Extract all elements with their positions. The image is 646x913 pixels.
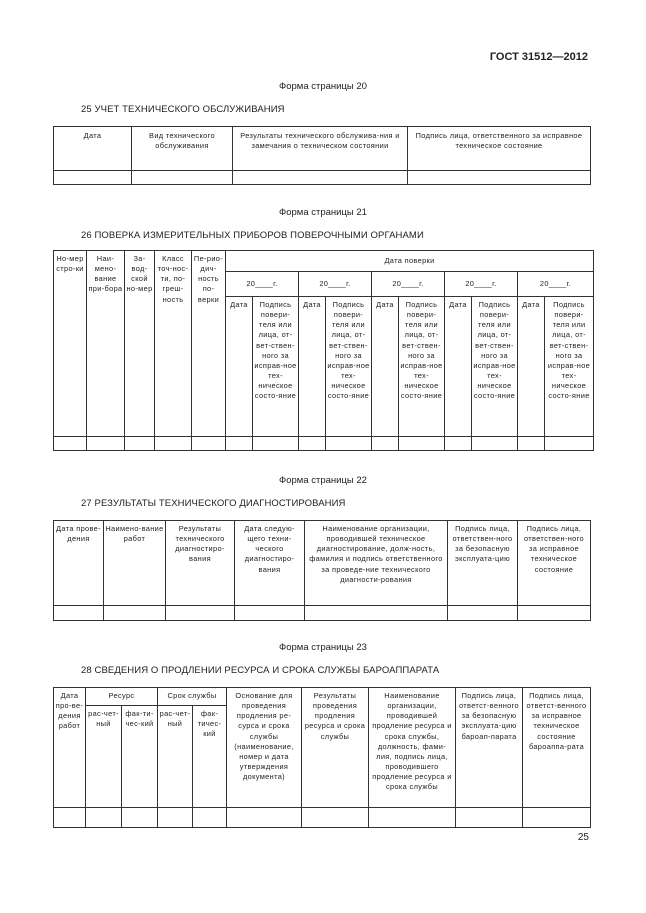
section-title-25: 25 УЧЕТ ТЕХНИЧЕСКОГО ОБСЛУЖИВАНИЯ (81, 104, 285, 115)
section-title-26: 26 ПОВЕРКА ИЗМЕРИТЕЛЬНЫХ ПРИБОРОВ ПОВЕРОЧНЫМИ ОРГАНАМИ (81, 230, 424, 241)
col-header: Наимено-вание работ (104, 521, 166, 606)
empty-cell (86, 808, 122, 828)
empty-cell (132, 171, 233, 185)
form-label-21: Форма страницы 21 (279, 207, 367, 218)
sub-date-header: Дата (372, 297, 399, 437)
empty-cell (408, 171, 591, 185)
col-header: Наименование организации, проводившей продление ресурса и срока службы, должность, фами-лия, подпись лица, проводившего продление ресурса и срока службы (369, 688, 456, 808)
empty-cell (545, 437, 594, 451)
empty-cell (226, 437, 253, 451)
empty-cell (445, 437, 472, 451)
empty-cell (233, 171, 408, 185)
form-label-20: Форма страницы 20 (279, 81, 367, 92)
col-header: Подпись лица, ответственного за исправное техническое состояние (408, 127, 591, 171)
sub-header-calc: рас-чет-ный (86, 706, 122, 808)
empty-cell (518, 606, 591, 621)
sub-date-header: Дата (226, 297, 253, 437)
group-header-resource: Ресурс (86, 688, 158, 706)
col-header: Подпись лица, ответст-венного за исправное техническое состояние бароаппа-рата (523, 688, 591, 808)
col-header: Подпись лица, ответст-венного за безопасную эксплуата-цию бароап-парата (456, 688, 523, 808)
sub-header-calc: рас-чет-ный (158, 706, 193, 808)
year-header: 20____г. (372, 272, 445, 297)
page-number: 25 (577, 832, 589, 843)
col-header: Подпись лица, ответствен-ного за исправное техническое состояние (518, 521, 591, 606)
table-maintenance (53, 126, 591, 185)
col-header: Пе-рио-дич-ность по-верки (192, 251, 226, 437)
empty-cell (87, 437, 125, 451)
col-header: Дата про-ве-дения работ (54, 688, 86, 808)
year-header: 20____г. (299, 272, 372, 297)
col-header: Вид технического обслуживания (132, 127, 233, 171)
sub-header-actual: фак-тичес-кий (193, 706, 227, 808)
year-header: 20____г. (226, 272, 299, 297)
empty-cell (302, 808, 369, 828)
year-header: 20____г. (518, 272, 594, 297)
empty-cell (54, 171, 132, 185)
empty-cell (518, 437, 545, 451)
sub-date-header: Дата (445, 297, 472, 437)
empty-cell (326, 437, 372, 451)
col-header: Дата (54, 127, 132, 171)
table-resource-extension (53, 687, 591, 828)
sub-date-header: Дата (299, 297, 326, 437)
empty-cell (305, 606, 448, 621)
empty-cell (253, 437, 299, 451)
empty-cell (155, 437, 192, 451)
col-header: Результаты технического обслужива-ния и замечания о техническом состоянии (233, 127, 408, 171)
sub-sign-header: Подпись повери-теля или лица, от-вет-ствен-ного за исправ-ное тех-ническое состо-яние (472, 297, 518, 437)
table-instrument-verification (53, 250, 594, 451)
sub-sign-header: Подпись повери-теля или лица, от-вет-ствен-ного за исправ-ное тех-ническое состо-яние (253, 297, 299, 437)
empty-cell (122, 808, 158, 828)
empty-cell (158, 808, 193, 828)
year-header: 20____г. (445, 272, 518, 297)
section-title-28: 28 СВЕДЕНИЯ О ПРОДЛЕНИИ РЕСУРСА И СРОКА СЛУЖБЫ БАРОАППАРАТА (81, 665, 440, 676)
empty-cell (166, 606, 235, 621)
empty-cell (399, 437, 445, 451)
empty-cell (456, 808, 523, 828)
empty-cell (299, 437, 326, 451)
col-header: Результаты технического диагностиро-вания (166, 521, 235, 606)
col-header: Класс точ-нос-ти, по-греш-ность (155, 251, 192, 437)
col-header: Дата прове-дения (54, 521, 104, 606)
empty-cell (369, 808, 456, 828)
col-header: Наи-мено-вание при-бора (87, 251, 125, 437)
col-header: Подпись лица, ответствен-ного за безопасную эксплуата-цию (448, 521, 518, 606)
col-header: Основание для проведения продления ре-сурса и срока службы (наименование, номер и дата утверждения документа) (227, 688, 302, 808)
col-header: Но-мер стро-ки (54, 251, 87, 437)
empty-cell (448, 606, 518, 621)
col-header: Результаты проведения продления ресурса и срока службы (302, 688, 369, 808)
empty-cell (235, 606, 305, 621)
form-label-22: Форма страницы 22 (279, 475, 367, 486)
sub-sign-header: Подпись повери-теля или лица, от-вет-ствен-ного за исправ-ное тех-ническое состо-яние (545, 297, 594, 437)
empty-cell (372, 437, 399, 451)
sub-date-header: Дата (518, 297, 545, 437)
empty-cell (523, 808, 591, 828)
section-title-27: 27 РЕЗУЛЬТАТЫ ТЕХНИЧЕСКОГО ДИАГНОСТИРОВАНИЯ (81, 498, 346, 509)
table-diagnostics (53, 520, 591, 621)
group-header-verification-date: Дата поверки (226, 251, 594, 272)
standard-header: ГОСТ 31512—2012 (489, 51, 588, 63)
sub-sign-header: Подпись повери-теля или лица, от-вет-ствен-ного за исправ-ное тех-ническое состо-яние (399, 297, 445, 437)
empty-cell (227, 808, 302, 828)
empty-cell (54, 437, 87, 451)
sub-sign-header: Подпись повери-теля или лица, от-вет-ствен-ного за исправ-ное тех-ническое состо-яние (326, 297, 372, 437)
empty-cell (54, 808, 86, 828)
empty-cell (472, 437, 518, 451)
empty-cell (54, 606, 104, 621)
col-header: Дата следую-щего техни-ческого диагностиро-вания (235, 521, 305, 606)
col-header: Наименование организации, проводившей техническое диагностирование, долж-ность, фамилия и подпись ответственного за проведе-ние технического диагности-рования (305, 521, 448, 606)
empty-cell (104, 606, 166, 621)
empty-cell (192, 437, 226, 451)
empty-cell (193, 808, 227, 828)
empty-cell (125, 437, 155, 451)
sub-header-actual: фак-ти-чес-кий (122, 706, 158, 808)
col-header: За-вод-ской но-мер (125, 251, 155, 437)
form-label-23: Форма страницы 23 (279, 642, 367, 653)
group-header-service-life: Срок службы (158, 688, 227, 706)
